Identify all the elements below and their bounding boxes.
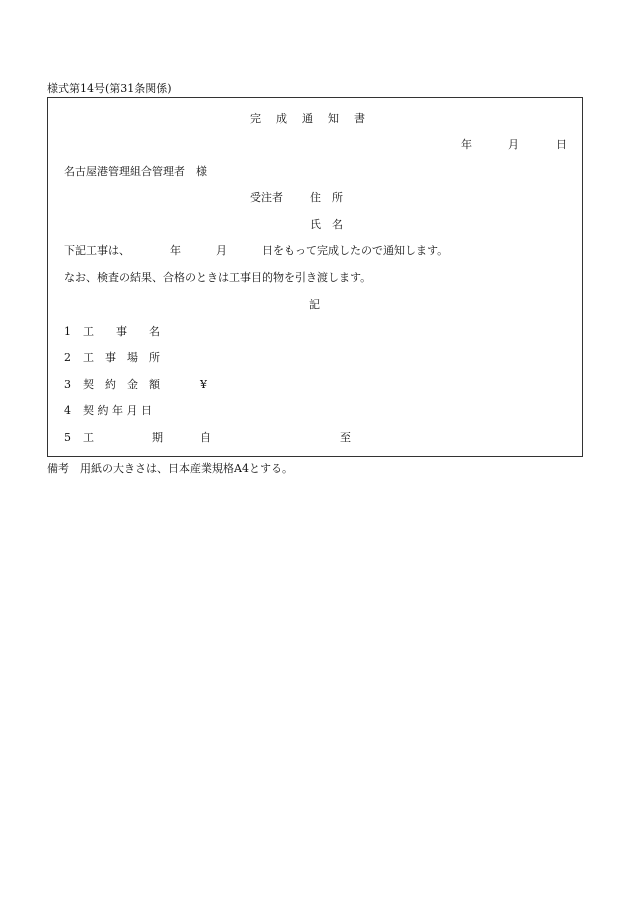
date-year: 年 (461, 138, 472, 151)
period-to: 至 (340, 431, 351, 444)
item-label: 工 事 名 (83, 325, 160, 338)
body-prefix: 下記工事は、 (64, 244, 130, 257)
item-no: 3 (64, 378, 71, 391)
item-no: 1 (64, 325, 71, 338)
date-month: 月 (508, 138, 519, 151)
item-label-mid: 期 (152, 431, 163, 444)
item-label: 契 約 金 額 (83, 378, 160, 391)
period-from: 自 (200, 431, 211, 444)
contractor-address-label: 住 所 (310, 191, 343, 204)
body-line2: なお、検査の結果、合格のときは工事目的物を引き渡します。 (64, 271, 372, 284)
item-label: 工 事 場 所 (83, 351, 160, 364)
form-label: 様式第14号(第31条関係) (47, 82, 172, 95)
item-label: 契 約 年 月 日 (83, 404, 152, 417)
item-no: 5 (64, 431, 71, 444)
note: 備考 用紙の大きさは、日本産業規格A4とする。 (47, 462, 293, 475)
document-title: 完 成 通 知 書 (250, 112, 367, 125)
addressee: 名古屋港管理組合管理者 様 (64, 165, 207, 178)
contractor-label: 受注者 (250, 191, 283, 204)
contract-amount-yen: ¥ (200, 378, 207, 391)
body-suffix: 日をもって完成したので通知します。 (262, 244, 449, 257)
item-no: 4 (64, 404, 71, 417)
body-month: 月 (216, 244, 227, 257)
body-year: 年 (170, 244, 181, 257)
item-no: 2 (64, 351, 71, 364)
contractor-name-label: 氏 名 (310, 218, 343, 231)
item-label: 工 (83, 431, 94, 444)
ki-heading: 記 (309, 298, 320, 311)
date-day: 日 (556, 138, 567, 151)
